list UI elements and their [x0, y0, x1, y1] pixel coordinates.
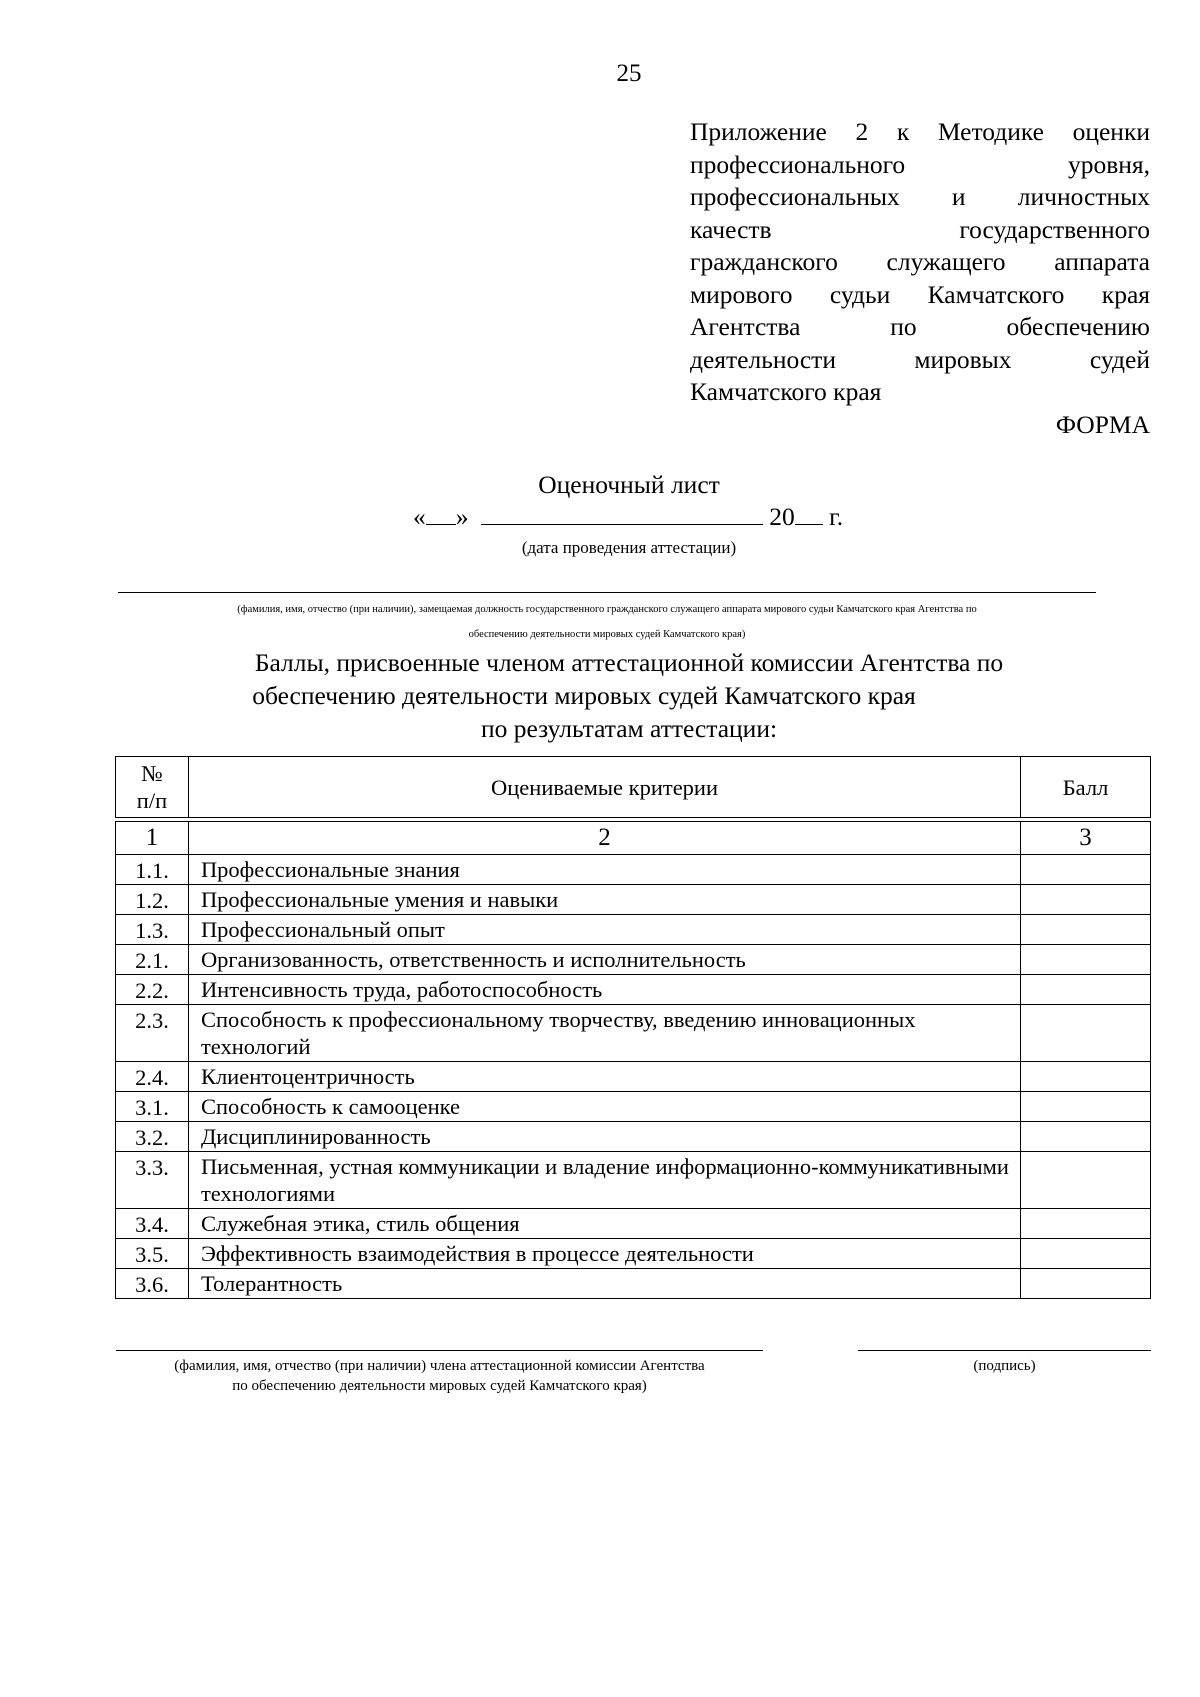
row-score-cell[interactable]	[1021, 1209, 1151, 1239]
row-criterion: Профессиональные знания	[188, 855, 1020, 885]
row-number: 2.4.	[116, 1062, 189, 1092]
table-row	[116, 1209, 1151, 1239]
table-row	[116, 915, 1151, 945]
table-row	[116, 1062, 1151, 1092]
row-score-cell[interactable]	[1021, 1005, 1151, 1062]
row-score-cell[interactable]	[1021, 1239, 1151, 1269]
row-score-cell[interactable]	[1021, 1152, 1151, 1209]
table-row	[116, 945, 1151, 975]
date-line	[413, 502, 843, 532]
header-num-sign: №	[141, 761, 163, 786]
row-score-cell[interactable]	[1021, 885, 1151, 915]
fio-caption-line: (фамилия, имя, отчество (при наличии), замещаемая должность государственного гражданского служащего аппарата мирового судьи Камчатского края Агентства по	[237, 604, 977, 615]
row-criterion: Клиентоцентричность	[188, 1062, 1020, 1092]
member-name-line[interactable]	[116, 1350, 763, 1351]
header-criteria: Оцениваемые критерии	[188, 757, 1020, 818]
row-number: 1.3.	[116, 915, 189, 945]
row-score-cell[interactable]	[1021, 855, 1151, 885]
appendix-line: Камчатского края	[690, 377, 882, 406]
year-blank[interactable]	[795, 502, 823, 525]
appendix-line: мирового судьи Камчатского края	[690, 279, 1150, 309]
member-name-caption-line: (фамилия, имя, отчество (при наличии) члена аттестационной комиссии Агентства	[174, 1358, 705, 1374]
column-number: 2	[188, 822, 1020, 855]
appendix-line: профессионального уровня,	[690, 149, 1150, 179]
table-row	[116, 1122, 1151, 1152]
row-number: 1.1.	[116, 855, 189, 885]
row-score-cell[interactable]	[1021, 1092, 1151, 1122]
form-label: ФОРМА	[1055, 410, 1150, 439]
table-row	[116, 855, 1151, 885]
row-criterion: Способность к самооценке	[188, 1092, 1020, 1122]
table-header-row	[116, 757, 1151, 818]
fio-caption	[118, 597, 1096, 647]
row-number: 3.3.	[116, 1152, 189, 1209]
appendix-note	[690, 116, 1150, 409]
row-criterion: Служебная этика, стиль общения	[188, 1209, 1020, 1239]
fio-caption-line: обеспечению деятельности мировых судей Камчатского края)	[468, 629, 746, 640]
header-num	[116, 757, 189, 818]
row-number: 3.1.	[116, 1092, 189, 1122]
open-quote: «	[413, 502, 426, 531]
close-quote: »	[455, 502, 469, 531]
column-number-row	[116, 822, 1151, 855]
row-criterion: Способность к профессиональному творчеству, введению инновационных технологий	[188, 1005, 1020, 1062]
table-row	[116, 1152, 1151, 1209]
row-number: 2.3.	[116, 1005, 189, 1062]
row-number: 3.5.	[116, 1239, 189, 1269]
member-name-caption	[116, 1356, 763, 1396]
signature-line[interactable]	[858, 1350, 1151, 1351]
page-number: 25	[616, 60, 642, 87]
scores-heading-line: обеспечению деятельности мировых судей Камчатского края	[252, 681, 916, 710]
criteria-table	[115, 756, 1151, 1299]
row-criterion: Эффективность взаимодействия в процессе деятельности	[188, 1239, 1020, 1269]
year-suffix: г.	[829, 502, 844, 531]
row-score-cell[interactable]	[1021, 945, 1151, 975]
column-number: 1	[116, 822, 189, 855]
row-score-cell[interactable]	[1021, 975, 1151, 1005]
row-criterion: Профессиональный опыт	[188, 915, 1020, 945]
table-row	[116, 1005, 1151, 1062]
appendix-line: деятельности мировых судей	[690, 344, 1150, 374]
scores-heading-line: Баллы, присвоенные членом аттестационной комиссии Агентства по	[254, 648, 1004, 677]
header-score: Балл	[1021, 757, 1151, 818]
month-blank[interactable]	[481, 502, 763, 525]
table-row	[116, 1092, 1151, 1122]
table-row	[116, 1269, 1151, 1299]
row-score-cell[interactable]	[1021, 915, 1151, 945]
row-criterion: Профессиональные умения и навыки	[188, 885, 1020, 915]
row-number: 1.2.	[116, 885, 189, 915]
row-score-cell[interactable]	[1021, 1122, 1151, 1152]
row-criterion: Дисциплинированность	[188, 1122, 1020, 1152]
row-number: 2.2.	[116, 975, 189, 1005]
appendix-line: профессиональных и личностных	[690, 182, 1150, 211]
appendix-line: гражданского служащего аппарата	[690, 247, 1150, 276]
date-caption: (дата проведения аттестации)	[521, 538, 737, 557]
row-criterion: Организованность, ответственность и исполнительность	[188, 945, 1020, 975]
fio-line[interactable]	[118, 592, 1096, 593]
row-number: 3.4.	[116, 1209, 189, 1239]
row-criterion: Интенсивность труда, работоспособность	[188, 975, 1020, 1005]
row-score-cell[interactable]	[1021, 1062, 1151, 1092]
year-prefix: 20	[769, 502, 795, 531]
scores-heading-line: по результатам аттестации:	[480, 714, 778, 743]
column-number: 3	[1021, 822, 1151, 855]
row-criterion: Толерантность	[188, 1269, 1020, 1299]
member-name-caption-line: по обеспечению деятельности мировых судей Камчатского края)	[232, 1378, 647, 1394]
table-row	[116, 885, 1151, 915]
table-row	[116, 975, 1151, 1005]
scores-heading	[0, 646, 1200, 745]
day-blank[interactable]	[426, 502, 456, 525]
appendix-line: Приложение 2 к Методике оценки	[690, 117, 1150, 146]
header-num-pp: п/п	[136, 788, 168, 813]
row-number: 3.2.	[116, 1122, 189, 1152]
table-row	[116, 1239, 1151, 1269]
row-criterion: Письменная, устная коммуникации и владение информационно-коммуникативными технологиями	[188, 1152, 1020, 1209]
row-number: 3.6.	[116, 1269, 189, 1299]
row-score-cell[interactable]	[1021, 1269, 1151, 1299]
signature-caption: (подпись)	[973, 1358, 1036, 1374]
sheet-title: Оценочный лист	[538, 470, 720, 499]
appendix-line: качеств государственного	[690, 214, 1150, 244]
row-number: 2.1.	[116, 945, 189, 975]
appendix-line: Агентства по обеспечению	[690, 312, 1150, 341]
